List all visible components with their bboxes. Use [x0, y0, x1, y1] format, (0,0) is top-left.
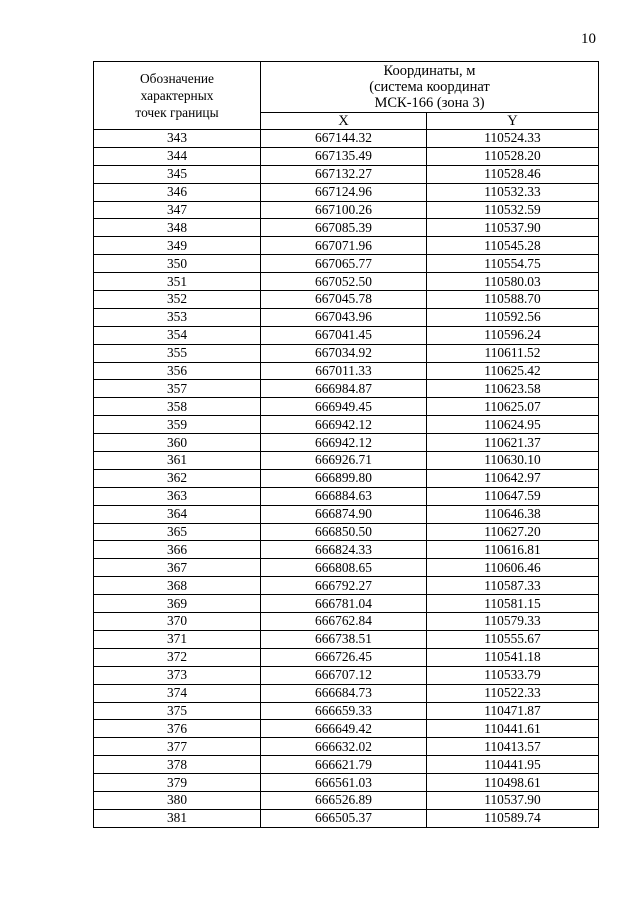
- table-row: [94, 398, 599, 416]
- table-row: [94, 684, 599, 702]
- x-coordinate-cell: 667132.27: [261, 165, 427, 183]
- x-coordinate-cell: 667085.39: [261, 219, 427, 237]
- table-row: [94, 756, 599, 774]
- x-coordinate-cell: 666707.12: [261, 666, 427, 684]
- point-header-line: характерных: [140, 88, 214, 103]
- y-coordinate-cell: 110524.33: [427, 130, 599, 148]
- point-id-cell: 356: [94, 362, 261, 380]
- x-coordinate-cell: 666526.89: [261, 791, 427, 809]
- y-coordinate-cell: 110647.59: [427, 487, 599, 505]
- x-coordinate-cell: 666621.79: [261, 756, 427, 774]
- table-body: [94, 130, 599, 828]
- x-coordinate-cell: 667100.26: [261, 201, 427, 219]
- y-coordinate-cell: 110541.18: [427, 648, 599, 666]
- y-coordinate-cell: 110581.15: [427, 595, 599, 613]
- point-id-cell: 351: [94, 273, 261, 291]
- table-row: [94, 630, 599, 648]
- y-coordinate-cell: 110555.67: [427, 630, 599, 648]
- y-coordinate-cell: 110625.07: [427, 398, 599, 416]
- x-coordinate-cell: 666850.50: [261, 523, 427, 541]
- point-id-cell: 354: [94, 326, 261, 344]
- table-row: [94, 183, 599, 201]
- coord-header-line: Координаты, м: [383, 63, 476, 79]
- table-row: [94, 523, 599, 541]
- table-row: [94, 666, 599, 684]
- point-designation-header: [94, 62, 261, 130]
- table-row: [94, 809, 599, 827]
- table-row: [94, 720, 599, 738]
- y-coordinate-cell: 110528.46: [427, 165, 599, 183]
- point-id-cell: 348: [94, 219, 261, 237]
- table-row: [94, 219, 599, 237]
- x-coordinate-cell: 667011.33: [261, 362, 427, 380]
- y-coordinate-cell: 110596.24: [427, 326, 599, 344]
- y-coordinate-cell: 110646.38: [427, 505, 599, 523]
- y-coordinate-cell: 110537.90: [427, 219, 599, 237]
- point-id-cell: 353: [94, 308, 261, 326]
- table-row: [94, 308, 599, 326]
- x-coordinate-cell: 666874.90: [261, 505, 427, 523]
- point-id-cell: 376: [94, 720, 261, 738]
- y-coordinate-cell: 110532.59: [427, 201, 599, 219]
- y-coordinate-cell: 110592.56: [427, 308, 599, 326]
- x-coordinate-cell: 666808.65: [261, 559, 427, 577]
- x-coordinate-cell: 666824.33: [261, 541, 427, 559]
- y-coordinate-cell: 110441.95: [427, 756, 599, 774]
- x-coordinate-cell: 666781.04: [261, 595, 427, 613]
- x-coordinate-cell: 667071.96: [261, 237, 427, 255]
- point-id-cell: 366: [94, 541, 261, 559]
- x-coordinate-cell: 666949.45: [261, 398, 427, 416]
- point-id-cell: 375: [94, 702, 261, 720]
- y-column-header: Y: [427, 113, 599, 130]
- x-coordinate-cell: 666561.03: [261, 774, 427, 792]
- point-id-cell: 368: [94, 577, 261, 595]
- x-coordinate-cell: 667045.78: [261, 291, 427, 309]
- table-row: [94, 255, 599, 273]
- x-coordinate-cell: 666684.73: [261, 684, 427, 702]
- table-row: [94, 702, 599, 720]
- x-coordinate-cell: 666738.51: [261, 630, 427, 648]
- table-row: [94, 344, 599, 362]
- x-coordinate-cell: 667135.49: [261, 147, 427, 165]
- table-row: [94, 791, 599, 809]
- point-header-line: Обозначение: [140, 71, 214, 86]
- x-coordinate-cell: 666984.87: [261, 380, 427, 398]
- point-id-cell: 344: [94, 147, 261, 165]
- point-id-cell: 350: [94, 255, 261, 273]
- x-coordinate-cell: 666505.37: [261, 809, 427, 827]
- y-coordinate-cell: 110621.37: [427, 434, 599, 452]
- y-coordinate-cell: 110532.33: [427, 183, 599, 201]
- point-id-cell: 343: [94, 130, 261, 148]
- x-coordinate-cell: 666884.63: [261, 487, 427, 505]
- coordinates-table: [93, 61, 599, 828]
- y-coordinate-cell: 110623.58: [427, 380, 599, 398]
- point-id-cell: 347: [94, 201, 261, 219]
- point-id-cell: 373: [94, 666, 261, 684]
- point-id-cell: 364: [94, 505, 261, 523]
- y-coordinate-cell: 110441.61: [427, 720, 599, 738]
- y-coordinate-cell: 110624.95: [427, 416, 599, 434]
- x-column-header: X: [261, 113, 427, 130]
- y-coordinate-cell: 110471.87: [427, 702, 599, 720]
- x-coordinate-cell: 666899.80: [261, 469, 427, 487]
- table-row: [94, 201, 599, 219]
- point-id-cell: 346: [94, 183, 261, 201]
- point-id-cell: 355: [94, 344, 261, 362]
- x-coordinate-cell: 666726.45: [261, 648, 427, 666]
- x-coordinate-cell: 666926.71: [261, 452, 427, 470]
- point-header-line: точек границы: [135, 105, 219, 120]
- x-coordinate-cell: 667043.96: [261, 308, 427, 326]
- y-coordinate-cell: 110588.70: [427, 291, 599, 309]
- table-row: [94, 165, 599, 183]
- point-id-cell: 361: [94, 452, 261, 470]
- table-row: [94, 452, 599, 470]
- point-id-cell: 352: [94, 291, 261, 309]
- y-coordinate-cell: 110580.03: [427, 273, 599, 291]
- point-id-cell: 360: [94, 434, 261, 452]
- x-coordinate-cell: 666942.12: [261, 416, 427, 434]
- y-coordinate-cell: 110606.46: [427, 559, 599, 577]
- y-coordinate-cell: 110579.33: [427, 613, 599, 631]
- x-coordinate-cell: 667144.32: [261, 130, 427, 148]
- point-id-cell: 359: [94, 416, 261, 434]
- y-coordinate-cell: 110587.33: [427, 577, 599, 595]
- y-coordinate-cell: 110528.20: [427, 147, 599, 165]
- y-coordinate-cell: 110627.20: [427, 523, 599, 541]
- table-row: [94, 362, 599, 380]
- y-coordinate-cell: 110611.52: [427, 344, 599, 362]
- coord-header-line: МСК-166 (зона 3): [374, 95, 485, 111]
- point-id-cell: 381: [94, 809, 261, 827]
- page-number: 10: [581, 31, 596, 47]
- x-coordinate-cell: 666792.27: [261, 577, 427, 595]
- table-row: [94, 613, 599, 631]
- table-row: [94, 487, 599, 505]
- point-id-cell: 380: [94, 791, 261, 809]
- y-coordinate-cell: 110630.10: [427, 452, 599, 470]
- point-id-cell: 369: [94, 595, 261, 613]
- table-row: [94, 774, 599, 792]
- table-row: [94, 237, 599, 255]
- point-id-cell: 371: [94, 630, 261, 648]
- point-id-cell: 345: [94, 165, 261, 183]
- coordinates-header: [261, 62, 599, 113]
- y-coordinate-cell: 110642.97: [427, 469, 599, 487]
- table-row: [94, 469, 599, 487]
- table-row: [94, 291, 599, 309]
- point-id-cell: 365: [94, 523, 261, 541]
- table-row: [94, 648, 599, 666]
- y-coordinate-cell: 110545.28: [427, 237, 599, 255]
- table-row: [94, 380, 599, 398]
- table-row: [94, 416, 599, 434]
- x-coordinate-cell: 667041.45: [261, 326, 427, 344]
- x-coordinate-cell: 666632.02: [261, 738, 427, 756]
- y-coordinate-cell: 110625.42: [427, 362, 599, 380]
- table-row: [94, 130, 599, 148]
- table-header: [94, 62, 599, 130]
- table-row: [94, 434, 599, 452]
- y-coordinate-cell: 110522.33: [427, 684, 599, 702]
- x-coordinate-cell: 667124.96: [261, 183, 427, 201]
- y-coordinate-cell: 110498.61: [427, 774, 599, 792]
- x-coordinate-cell: 667034.92: [261, 344, 427, 362]
- y-coordinate-cell: 110589.74: [427, 809, 599, 827]
- x-coordinate-cell: 667052.50: [261, 273, 427, 291]
- x-coordinate-cell: 666762.84: [261, 613, 427, 631]
- point-id-cell: 379: [94, 774, 261, 792]
- point-id-cell: 362: [94, 469, 261, 487]
- table-row: [94, 273, 599, 291]
- point-id-cell: 358: [94, 398, 261, 416]
- table-row: [94, 738, 599, 756]
- table-row: [94, 595, 599, 613]
- table-row: [94, 505, 599, 523]
- x-coordinate-cell: 666942.12: [261, 434, 427, 452]
- point-id-cell: 357: [94, 380, 261, 398]
- point-id-cell: 372: [94, 648, 261, 666]
- coord-header-line: (система координат: [369, 79, 490, 95]
- x-coordinate-cell: 666649.42: [261, 720, 427, 738]
- point-id-cell: 374: [94, 684, 261, 702]
- point-id-cell: 377: [94, 738, 261, 756]
- table-row: [94, 541, 599, 559]
- table-row: [94, 326, 599, 344]
- y-coordinate-cell: 110554.75: [427, 255, 599, 273]
- point-id-cell: 367: [94, 559, 261, 577]
- point-id-cell: 370: [94, 613, 261, 631]
- point-id-cell: 363: [94, 487, 261, 505]
- header-row: [94, 62, 599, 113]
- y-coordinate-cell: 110616.81: [427, 541, 599, 559]
- x-coordinate-cell: 667065.77: [261, 255, 427, 273]
- point-id-cell: 378: [94, 756, 261, 774]
- y-coordinate-cell: 110537.90: [427, 791, 599, 809]
- table-row: [94, 577, 599, 595]
- x-coordinate-cell: 666659.33: [261, 702, 427, 720]
- table-row: [94, 559, 599, 577]
- point-id-cell: 349: [94, 237, 261, 255]
- table-row: [94, 147, 599, 165]
- y-coordinate-cell: 110413.57: [427, 738, 599, 756]
- y-coordinate-cell: 110533.79: [427, 666, 599, 684]
